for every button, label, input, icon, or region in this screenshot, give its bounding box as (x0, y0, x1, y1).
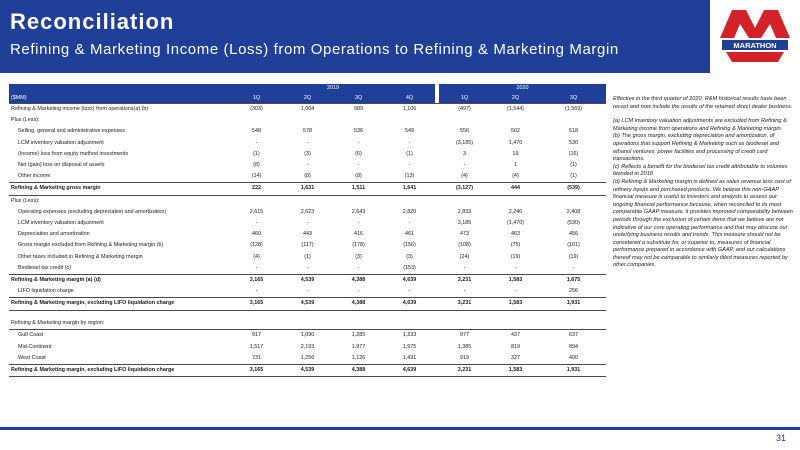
quarter-header: 2Q (490, 93, 541, 104)
table-cell: 2,408 (566, 208, 581, 215)
table-cell: 2,240 (508, 208, 523, 215)
table-row (9, 149, 606, 160)
row-label: Refining & Marketing margin, excluding LIFO liquidation charge (9, 298, 231, 310)
table-cell (231, 318, 282, 330)
table-row (9, 195, 606, 207)
table-cell: 1,511 (333, 183, 384, 195)
table-cell: 3 (463, 150, 466, 157)
table-cell: 989 (333, 104, 384, 116)
table-cell: (530) (567, 220, 580, 227)
table-cell: 2,643 (351, 208, 366, 215)
table-row (9, 286, 606, 298)
table-cell: - (463, 264, 466, 271)
table-row (9, 138, 606, 149)
table-cell (439, 195, 490, 207)
table-cell: 1,977 (351, 343, 366, 350)
table-row (9, 171, 606, 183)
table-cell: 1,285 (333, 330, 384, 342)
table-cell: 400 (569, 354, 578, 361)
reconciliation-table (9, 84, 606, 377)
table-cell: 1,931 (541, 364, 606, 376)
table-cell: - (306, 288, 309, 295)
table-cell: 1,256 (300, 354, 315, 361)
table-cell: 556 (460, 128, 469, 135)
table-cell: (16) (568, 150, 579, 157)
table-row (9, 263, 606, 275)
table-cell: 222 (231, 183, 282, 195)
row-label: Gross margin excluded from Refining & Marketing margin (b) (18, 242, 164, 249)
table-cell: 4,539 (282, 364, 333, 376)
year-2020-header: 2020 (439, 84, 606, 93)
table-cell: 1,431 (402, 354, 417, 361)
row-label: (Income) loss from equity method investments (18, 150, 129, 157)
page-subtitle: Refining & Marketing Income (Loss) from Operations to Refining & Marketing Margin (10, 41, 619, 58)
row-label: Net (gain) loss on disposal of assets (18, 162, 105, 169)
quarter-header: 1Q (439, 93, 490, 104)
table-cell: 917 (231, 330, 282, 342)
year-2019-header: 2019 (231, 84, 435, 93)
table-cell: (497) (439, 104, 490, 116)
footer-divider (0, 427, 800, 430)
row-label: Refining & Marketing gross margin (9, 183, 231, 195)
table-cell: 530 (569, 139, 578, 146)
title-banner (0, 0, 800, 73)
table-cell: (19) (510, 253, 521, 260)
row-label: LCM inventory valuation adjustment (18, 220, 104, 227)
table-cell: 1,385 (457, 343, 472, 350)
table-cell: - (408, 162, 411, 169)
table-cell: 731 (252, 354, 261, 361)
table-cell: 1,631 (282, 183, 333, 195)
table-row (9, 342, 606, 353)
quarter-header: 3Q (333, 93, 384, 104)
table-cell (439, 318, 490, 330)
table-cell: - (306, 220, 309, 227)
quarter-header: 1Q (231, 93, 282, 104)
row-label: Other taxes included in Refining & Marketing margin (18, 253, 143, 260)
table-cell: 2,193 (300, 343, 315, 350)
quarter-header: 2Q (282, 93, 333, 104)
table-cell: (3) (355, 253, 362, 260)
table-cell: - (357, 288, 360, 295)
table-cell: 460 (252, 231, 261, 238)
table-cell: (101) (567, 242, 580, 249)
table-cell: 416 (354, 231, 363, 238)
row-label: Mid-Continent (18, 343, 52, 350)
table-cell: (8) (304, 173, 311, 180)
table-cell: - (463, 162, 466, 169)
page-title: Reconciliation (10, 9, 175, 34)
table-cell: 1,470 (508, 139, 523, 146)
table-cell (333, 115, 384, 126)
table-row (9, 275, 606, 287)
row-label: Plus (Less): (9, 195, 231, 207)
table-cell (384, 115, 435, 126)
table-cell: 1,517 (249, 343, 264, 350)
table-cell: (1,470) (506, 220, 525, 227)
table-row (9, 229, 606, 240)
table-cell: 3,185 (457, 220, 472, 227)
quarter-header: 4Q (384, 93, 435, 104)
table-cell (439, 115, 490, 126)
table-cell (282, 318, 333, 330)
table-cell: 1,233 (384, 330, 435, 342)
table-cell: (3,185) (455, 139, 474, 146)
year-header-row (9, 84, 606, 93)
table-row (9, 115, 606, 126)
row-label: Depreciation and amortization (18, 231, 90, 238)
table-row (9, 330, 606, 342)
quarter-header-row (9, 93, 606, 104)
table-cell: - (357, 264, 360, 271)
table-cell: 4,388 (333, 298, 384, 310)
table-cell: - (357, 139, 360, 146)
table-cell: - (357, 162, 360, 169)
table-cell: 3,231 (439, 298, 490, 310)
table-cell: 3,165 (231, 298, 282, 310)
table-row (9, 218, 606, 229)
table-cell: 1,641 (384, 183, 435, 195)
table-cell: (153) (403, 264, 416, 271)
table-cell: 4,639 (384, 298, 435, 310)
row-label: Operating expenses (excluding depreciation and amortization) (18, 208, 167, 215)
table-cell: 1,064 (282, 104, 333, 116)
footnote-a: (a) LCM inventory valuation adjustments are excluded from Refining & Marketing income from operations and Refining & Marketing margin. (613, 118, 787, 132)
table-cell: (4) (253, 253, 260, 260)
table-cell: 1,106 (384, 104, 435, 116)
table-cell: 3,231 (439, 364, 490, 376)
table-row (9, 298, 606, 310)
table-cell: 19 (512, 150, 519, 157)
table-cell: 548 (252, 128, 261, 135)
table-cell: (19) (568, 253, 579, 260)
row-label: Other income (18, 173, 51, 180)
table-row (9, 318, 606, 330)
table-cell: (1) (253, 150, 260, 157)
table-cell: 2,623 (300, 208, 315, 215)
table-cell (231, 195, 282, 207)
table-row (9, 104, 606, 116)
table-cell: 819 (511, 343, 520, 350)
row-label: Selling, general and administrative expenses (18, 128, 125, 135)
table-cell: (8) (253, 162, 260, 169)
table-cell (490, 195, 541, 207)
table-cell: 463 (511, 231, 520, 238)
row-label: Refining & Marketing income (loss) from operations(a) (b) (9, 104, 231, 116)
table-cell: 4,639 (384, 364, 435, 376)
table-cell (282, 195, 333, 207)
row-label: LIFO liquidation charge (18, 288, 74, 295)
table-cell: - (306, 264, 309, 271)
table-cell: 637 (541, 330, 606, 342)
table-cell: 518 (569, 128, 578, 135)
row-label: Plus (Less): (11, 117, 40, 124)
spacer-row (9, 310, 606, 318)
table-cell: 1,090 (282, 330, 333, 342)
table-cell: 437 (490, 330, 541, 342)
table-cell (541, 115, 606, 126)
table-cell: 1,975 (402, 343, 417, 350)
table-cell (384, 195, 435, 207)
table-cell: 1,583 (490, 298, 541, 310)
table-row (9, 353, 606, 365)
table-cell: - (463, 288, 466, 295)
table-cell: - (255, 288, 258, 295)
table-cell: 4,539 (282, 298, 333, 310)
table-cell: (1) (406, 150, 413, 157)
table-cell: 4,639 (384, 275, 435, 287)
table-cell: 1,583 (490, 275, 541, 287)
table-cell: 4,539 (282, 275, 333, 287)
footnote-d: (d) Refining & Marketing margin is defined as sales revenue less cost of refinery inputs and purchased products. We believe this non-GAAP financial measure is useful to investors and analysts to assess our ongoing financial performance because, when reconciled to its most comparable GAAP measure, it provides improved comparability between periods through the exclusion of certain items that we believe are not indicative of our core operating performance and that may obscure our underlying business results and trends. This measure should not be considered a substitute for, or superior to, measures of financial performance prepared in accordance with GAAP, and our calculations thereof may not be comparable to similarly titled measures reported by other companies. (613, 178, 793, 269)
footnote-c: (c) Reflects a benefit for the biodiesel tax credit attributable to volumes blended in 2018 (613, 163, 788, 178)
notes-panel (613, 96, 795, 270)
table-cell (231, 115, 282, 126)
table-cell: 327 (511, 354, 520, 361)
table-cell: - (255, 220, 258, 227)
table-cell: (1,569) (541, 104, 606, 116)
table-cell: (3) (406, 253, 413, 260)
logo-container (710, 0, 800, 73)
table-cell: - (408, 288, 411, 295)
table-cell: (4) (512, 173, 519, 180)
table-cell: (156) (403, 242, 416, 249)
table-cell: 456 (569, 231, 578, 238)
footnote-b: (b) The gross margin, excluding depreciation and amortization, of operations that support Refining & Marketing such as biodiesel and ethanol ventures, power facilities and processing of credit card transactions. (613, 133, 780, 163)
row-label: Refining & Marketing margin (a) (d) (9, 275, 231, 287)
table-cell: 1,931 (541, 298, 606, 310)
table-cell: 536 (354, 128, 363, 135)
table-cell (282, 115, 333, 126)
table-cell: 443 (303, 231, 312, 238)
table-row (9, 126, 606, 137)
table-cell: (1) (570, 173, 577, 180)
table-cell: (1) (304, 253, 311, 260)
table-cell: (1) (570, 162, 577, 169)
table-cell: (8) (355, 173, 362, 180)
table-cell: 2,615 (249, 208, 264, 215)
table-cell: 3,165 (231, 364, 282, 376)
table-cell: 549 (405, 128, 414, 135)
table-cell: - (357, 220, 360, 227)
table-cell: 4,388 (333, 364, 384, 376)
table-cell: - (408, 139, 411, 146)
table-row (9, 240, 606, 251)
row-label: Biodiesel tax credit (c) (18, 264, 72, 271)
table-cell: 473 (460, 231, 469, 238)
table-cell: 2,820 (402, 208, 417, 215)
table-cell: - (408, 220, 411, 227)
table-cell: 1,583 (490, 364, 541, 376)
table-cell: 3,231 (439, 275, 490, 287)
page-number: 31 (775, 433, 786, 443)
notes-intro: Effective in the third quarter of 2020, R&M historical results have been recast and now include the results of the retained direct dealer business. (613, 96, 793, 110)
quarter-header: 3Q (541, 93, 606, 104)
table-cell: 894 (569, 343, 578, 350)
table-row (9, 183, 606, 195)
table-cell: 977 (439, 330, 490, 342)
table-cell: 1 (514, 162, 517, 169)
row-label: Refining & Marketing margin by region: (11, 320, 105, 327)
table-cell: 2,833 (457, 208, 472, 215)
table-cell (384, 318, 435, 330)
table-cell: (3,127) (439, 183, 490, 195)
table-cell: - (572, 264, 575, 271)
table-cell: (4) (461, 173, 468, 180)
table-row (9, 364, 606, 376)
table-cell: (13) (404, 173, 415, 180)
table-cell: 919 (460, 354, 469, 361)
table-cell: (1,544) (490, 104, 541, 116)
table-cell: (75) (510, 242, 521, 249)
table-cell (333, 318, 384, 330)
row-label: LCM inventory valuation adjustment (18, 139, 104, 146)
table-cell: (24) (459, 253, 470, 260)
table-cell: - (306, 139, 309, 146)
table-cell: 578 (303, 128, 312, 135)
table-cell: - (306, 162, 309, 169)
table-cell: (539) (541, 183, 606, 195)
table-cell: 1,675 (541, 275, 606, 287)
table-cell (490, 115, 541, 126)
marathon-logo-icon (716, 4, 794, 70)
table-cell: (128) (250, 242, 263, 249)
table-cell (490, 318, 541, 330)
table-cell: 502 (511, 128, 520, 135)
table-cell (333, 195, 384, 207)
table-cell: - (255, 264, 258, 271)
table-cell (541, 318, 606, 330)
table-cell: (6) (355, 150, 362, 157)
table-row (9, 207, 606, 218)
table-cell: 1,126 (351, 354, 366, 361)
table-cell: - (514, 288, 517, 295)
table-cell: 256 (569, 288, 578, 295)
row-label: Refining & Marketing margin, excluding LIFO liquidation charge (9, 364, 231, 376)
unit-label: ($MM) (9, 93, 231, 104)
table-cell: (3) (304, 150, 311, 157)
row-label: Gulf Coast (9, 330, 231, 342)
table-cell: - (514, 264, 517, 271)
row-label: West Coast (18, 354, 46, 361)
table-cell: 3,165 (231, 275, 282, 287)
table-row (9, 252, 606, 263)
table-cell: (117) (301, 242, 314, 249)
table-cell (541, 195, 606, 207)
table-cell: (303) (231, 104, 282, 116)
table-cell: 4,388 (333, 275, 384, 287)
table-cell: 461 (405, 231, 414, 238)
table-cell: (178) (352, 242, 365, 249)
table-cell: (108) (458, 242, 471, 249)
logo-text: MARATHON (733, 41, 777, 50)
table-cell: (14) (251, 173, 262, 180)
table-row (9, 160, 606, 171)
table-cell: 444 (490, 183, 541, 195)
table-cell: - (255, 139, 258, 146)
